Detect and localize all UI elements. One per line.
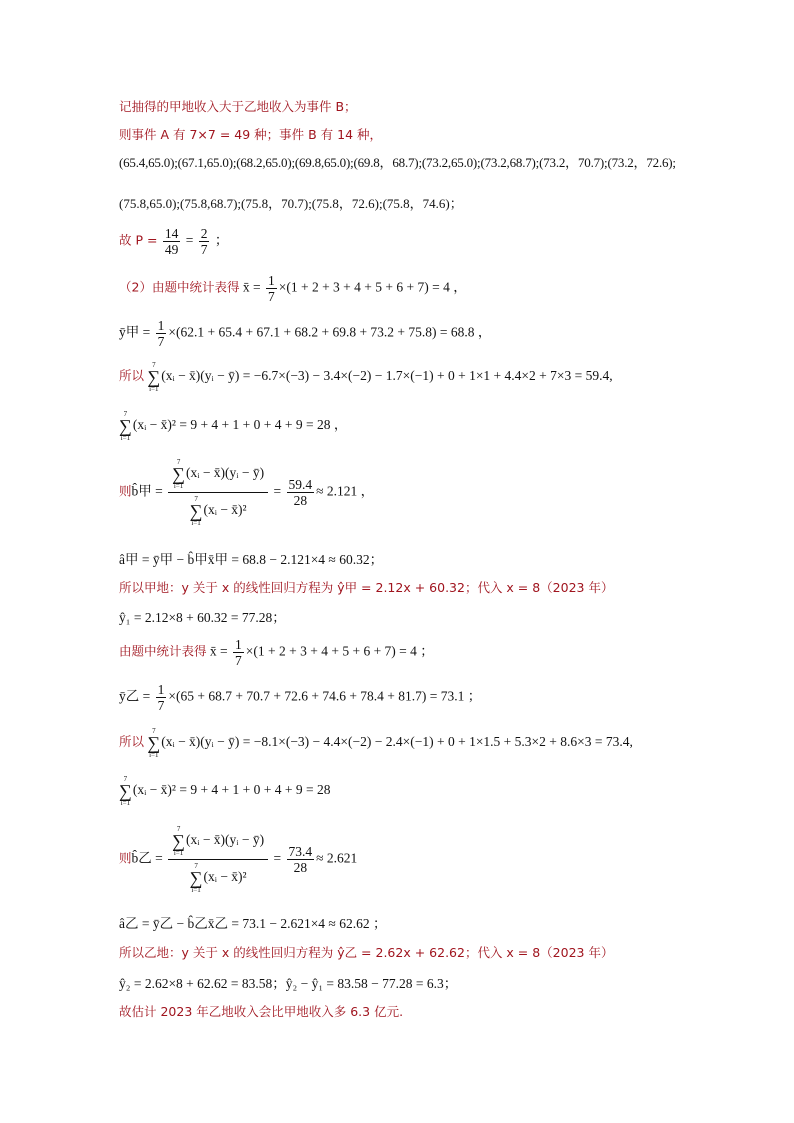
x-mean-line-2 [119,637,434,668]
ze-label: 则 [119,483,132,499]
slope-fraction [168,458,268,527]
var-x-expr: (xᵢ − x̄)² = 9 + 4 + 1 + 0 + 4 + 9 = 28 [132,782,331,798]
y-mean-yi-line [119,682,481,713]
var-x-line-2 [119,775,331,807]
semicolon: ； [214,232,229,248]
x-mean-line-1 [119,273,467,304]
sum-bottom: i=1 [191,886,201,894]
denominator: 7 [157,334,165,349]
sum-bottom: i=1 [191,519,201,527]
sum-top: 7 [152,727,156,735]
sum-top: 7 [176,825,181,833]
part-2-label: （2）由题中统计表得 [119,279,240,295]
sigma-icon: 7 ∑ i=1 [189,862,203,894]
pairs-row-2: (75.8,65.0);(75.8,68.7);(75.8，70.7);(75.8，72.6);(75.8，74.6)； [119,196,463,211]
numerator: 14 [164,226,179,241]
suoyi-label: 所以 [119,734,145,750]
sum-bottom: i=1 [173,482,184,490]
sigma-icon: 7 ∑ i=1 [119,410,132,442]
pairs-row-1: (65.4,65.0);(67.1,65.0);(68.2,65.0);(69.8,65.0);(69.8，68.7);(73.2,65.0);(73.2,68.7);(73.2，70.7);(73.2，72.6); [119,155,676,170]
regression-jia-line: 所以甲地：y 关于 x 的线性回归方程为 ŷ甲 = 2.12x + 60.32；代入 x = 8（2023 年） [119,580,614,595]
numerator: 1 [157,682,165,697]
sum-bottom: i=1 [149,385,159,393]
denominator: 7 [157,698,165,713]
x-mean-expr: ×(1 + 2 + 3 + 4 + 5 + 6 + 7) = 4 ； [245,643,434,659]
cov-yi-expr: (xᵢ − x̄)(yᵢ − ȳ) = −8.1×(−3) − 4.4×(−2) − 2.4×(−1) + 0 + 1×1.5 + 5.3×2 + 8.6×3 = 73.4, [161,734,633,750]
sigma-icon: 7 ∑ i=1 [189,495,203,527]
denominator: 28 [293,860,308,875]
numerator: 1 [157,318,165,333]
x-mean-expr: ×(1 + 2 + 3 + 4 + 5 + 6 + 7) = 4 ， [278,279,467,295]
y-bar-yi: ȳ乙 = [119,688,151,704]
cov-yi-line [119,727,633,759]
intercept-jia-line: â甲 = ȳ甲 − b̂甲x̄甲 = 68.8 − 2.121×4 ≈ 60.32； [119,552,384,567]
sigma-icon: 7 ∑ i=1 [147,361,161,393]
denominator: 7 [267,289,275,304]
fraction-2-7 [199,226,210,257]
sum-bottom: i=1 [149,751,159,759]
slope-numerator: (xᵢ − x̄)(yᵢ − ȳ) [185,832,265,848]
equals: = [185,232,194,248]
slope-yi-line: 则b̂乙 = 7 ∑ i=1 (xᵢ − x̄)(yᵢ − ȳ) 7 ∑ i=1 (xᵢ − x̄)² = $\frac{73.4}{28}$ ≈ 2.621 [119,825,358,894]
fraction-14-49 [163,226,181,257]
fraction-1-7 [156,682,167,713]
conclusion-line: 故估计 2023 年乙地收入会比甲地收入多 6.3 亿元. [119,1004,404,1019]
cov-jia-expr: (xᵢ − x̄)(yᵢ − ȳ) = −6.7×(−3) − 3.4×(−2) − 1.7×(−1) + 0 + 1×1 + 4.4×2 + 7×3 = 59.4, [161,368,613,384]
b-hat-yi: b̂乙 = [131,850,163,866]
sum-top: 7 [123,410,128,418]
intercept-yi-line: â乙 = ȳ乙 − b̂乙x̄乙 = 73.1 − 2.621×4 ≈ 62.62 ； [119,916,387,931]
denominator: 28 [293,493,308,508]
numerator: 59.4 [288,477,313,492]
fraction-1-7 [156,318,167,349]
sum-bottom: i=1 [120,434,131,442]
fraction-1-7 [266,273,277,304]
y-mean-jia-expr: ×(62.1 + 65.4 + 67.1 + 68.2 + 69.8 + 73.2 + 75.8) = 68.8 ， [168,324,492,340]
slope-denominator: (xᵢ − x̄)² [203,502,247,518]
sum-bottom: i=1 [120,799,131,807]
denominator: 7 [200,242,208,257]
probability-prefix: 故 P = [119,232,158,248]
denominator: 7 [235,653,242,668]
slope-jia-value: ≈ 2.121 ， [316,483,375,499]
prediction-yi-line: ŷ₂ = 2.62×8 + 62.62 = 83.58；ŷ₂ − ŷ₁ = 83.58 − 77.28 = 6.3； [119,976,458,991]
slope-fraction [168,825,268,894]
var-x-line-1 [119,410,347,442]
numerator: 1 [235,637,242,652]
sum-top: 7 [176,458,181,466]
sum-bottom: i=1 [173,849,184,857]
sum-top: 7 [123,775,128,783]
x-bar: x̄ = [242,279,261,295]
numerator: 2 [200,226,208,241]
fraction-1-7 [233,637,244,668]
slope-yi-value: ≈ 2.621 [316,850,358,866]
fraction-594-28 [287,477,315,508]
prediction-jia-line: ŷ₁ = 2.12×8 + 60.32 = 77.28； [119,610,286,625]
numerator: 73.4 [288,844,313,859]
sigma-icon: 7 ∑ i=1 [172,458,185,490]
regression-yi-line: 所以乙地：y 关于 x 的线性回归方程为 ŷ乙 = 2.62x + 62.62；代入 x = 8（2023 年） [119,945,614,960]
cov-jia-line [119,361,613,393]
suoyi-label: 所以 [119,368,145,384]
ze-label: 则 [119,850,132,866]
slope-jia-line: 则b̂甲 = 7 ∑ i=1 (xᵢ − x̄)(yᵢ − ȳ) 7 ∑ i=1 (xᵢ − x̄)² = $\frac{59.4}{28}$ ≈ 2.121 ， [119,458,375,527]
x-bar: x̄ = [209,643,228,659]
slope-numerator: (xᵢ − x̄)(yᵢ − ȳ) [185,465,265,481]
fraction-734-28 [287,844,315,875]
event-counts: 则事件 A 有 7×7 = 49 种；事件 B 有 14 种， [119,127,383,142]
sigma-icon: 7 ∑ i=1 [147,727,161,759]
sum-top: 7 [194,495,198,503]
probability-line [119,226,228,257]
stat-table-label: 由题中统计表得 [119,643,207,659]
sum-top: 7 [194,862,198,870]
y-mean-yi-expr: ×(65 + 68.7 + 70.7 + 72.6 + 74.6 + 78.4 + 81.7) = 73.1 ； [168,688,482,704]
sigma-icon: 7 ∑ i=1 [119,775,132,807]
denominator: 49 [164,242,179,257]
var-x-expr: (xᵢ − x̄)² = 9 + 4 + 1 + 0 + 4 + 9 = 28 ， [132,417,348,433]
slope-denominator: (xᵢ − x̄)² [203,869,247,885]
y-bar-jia: ȳ甲 = [119,324,151,340]
sigma-icon: 7 ∑ i=1 [172,825,185,857]
b-hat-jia: b̂甲 = [131,483,163,499]
y-mean-jia-line [119,318,491,349]
numerator: 1 [267,273,275,288]
sum-top: 7 [152,361,156,369]
event-b-definition: 记抽得的甲地收入大于乙地收入为事件 B； [119,99,357,114]
